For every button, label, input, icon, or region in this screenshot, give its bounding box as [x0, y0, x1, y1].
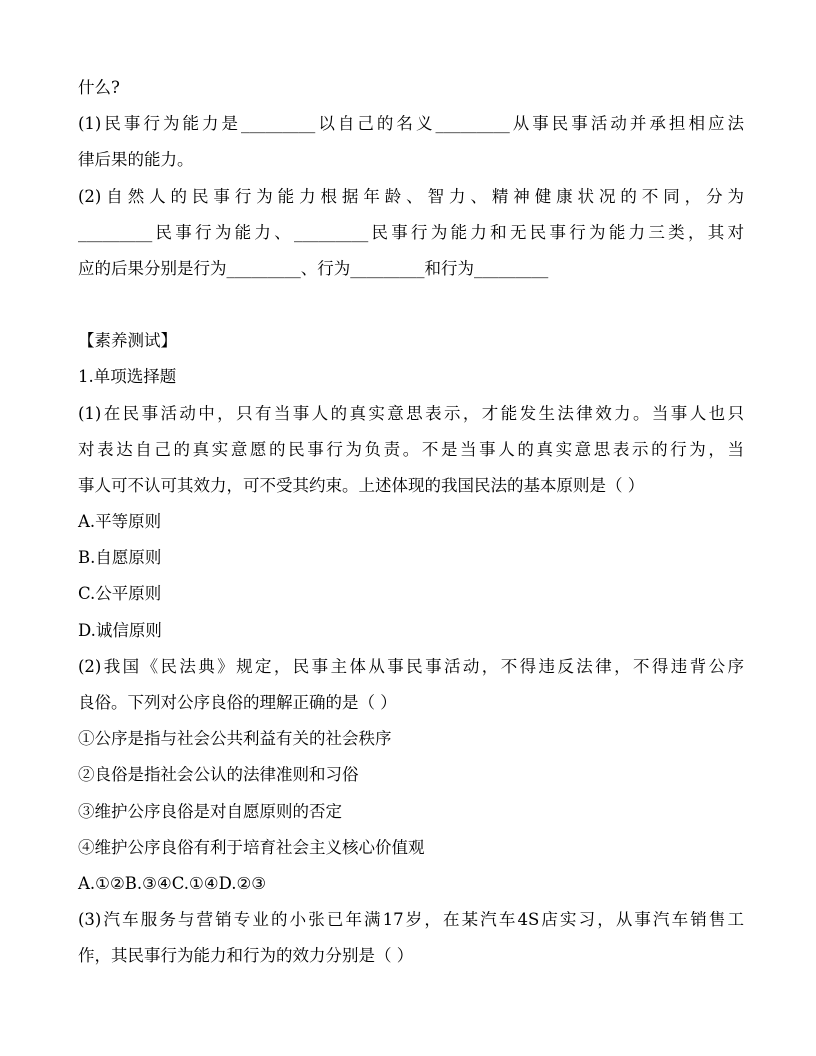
statement-item: ②良俗是指社会公认的法律准则和习俗 — [78, 765, 359, 785]
question-text: (2)我国《民法典》规定，民事主体从事民事活动，不得违反法律，不得违背公序 — [78, 656, 744, 676]
question-text: 事人可不认可其效力，可不受其约束。上述体现的我国民法的基本原则是（ ） — [78, 475, 645, 495]
option-c: C.公平原则 — [78, 584, 162, 604]
text-line: 律后果的能力。 — [78, 150, 194, 170]
document-page — [78, 70, 744, 975]
section-heading: 【素养测试】 — [78, 331, 177, 351]
question-text: (3)汽车服务与营销专业的小张已年满17岁，在某汽车4S店实习，从事汽车销售工 — [78, 910, 744, 930]
text-line: 什么? — [78, 78, 120, 97]
question-text: (1)在民事活动中，只有当事人的真实意思表示，才能发生法律效力。当事人也只 — [78, 403, 744, 423]
text-line: 应的后果分别是行为_________、行为_________和行为_________ — [78, 258, 549, 278]
text-line: _________民事行为能力、_________民事行为能力和无民事行为能力三类，其对 — [78, 222, 744, 242]
text-line: (1)民事行为能力是_________以自己的名义_________从事民事活动并承担相应法 — [78, 114, 744, 134]
section-spacer — [78, 287, 744, 323]
question-text: 良俗。下列对公序良俗的理解正确的是（ ） — [78, 693, 397, 712]
option-d: D.诚信原则 — [78, 620, 162, 640]
statement-item: ③维护公序良俗是对自愿原则的否定 — [78, 801, 342, 821]
statement-item: ①公序是指与社会公共利益有关的社会秩序 — [78, 729, 392, 749]
option-a: A.平等原则 — [78, 512, 162, 532]
question-text: 对表达自己的真实意愿的民事行为负责。不是当事人的真实意思表示的行为，当 — [78, 439, 744, 459]
answer-options: A.①②B.③④C.①④D.②③ — [78, 873, 267, 893]
text-line: (2)自然人的民事行为能力根据年龄、智力、精神健康状况的不同，分为 — [78, 186, 744, 206]
statement-item: ④维护公序良俗有利于培育社会主义核心价值观 — [78, 837, 425, 857]
question-text: 作，其民事行为能力和行为的效力分别是（ ） — [78, 946, 414, 966]
question-type-heading: 1.单项选择题 — [78, 367, 177, 387]
option-b: B.自愿原则 — [78, 548, 162, 568]
